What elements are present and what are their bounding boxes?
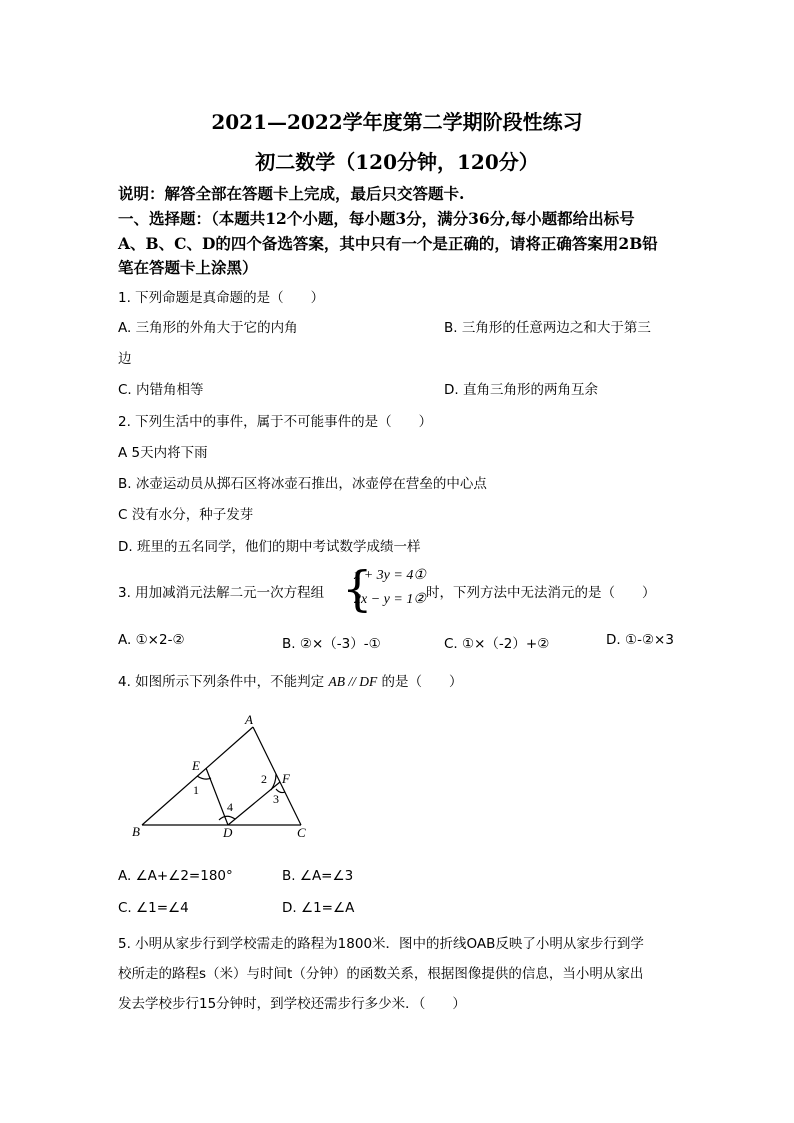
- q1-option-b: B. 三角形的任意两边之和大于第三: [444, 320, 651, 336]
- label-angle-2: 2: [261, 772, 267, 786]
- q1-option-c: C. 内错角相等: [118, 382, 204, 398]
- q2-stem: 2. 下列生活中的事件，属于不可能事件的是（ ）: [118, 414, 433, 430]
- q1-stem: 1. 下列命题是真命题的是（ ）: [118, 290, 325, 306]
- page-title: 2021—2022学年度第二学期阶段性练习: [211, 110, 583, 134]
- label-angle-4: 4: [227, 800, 233, 814]
- triangle-figure: [125, 710, 325, 842]
- label-e: E: [192, 758, 200, 773]
- q2-option-c: C 没有水分，种子发芽: [118, 507, 254, 523]
- label-b: B: [132, 824, 140, 839]
- q2-option-a: A 5天内将下雨: [118, 445, 208, 461]
- label-d: D: [223, 825, 233, 840]
- page-subtitle: 初二数学（120分钟，120分）: [255, 150, 539, 174]
- label-f: F: [282, 771, 290, 786]
- q3-option-b: B. ②×（-3）-①: [282, 636, 381, 652]
- label-angle-1: 1: [193, 783, 199, 797]
- q1-option-a: A. 三角形的外角大于它的内角: [118, 320, 298, 336]
- section-heading-line1: 一、选择题：（本题共12个小题，每小题3分，满分36分,每小题都给出标号: [118, 209, 635, 228]
- q5-line2: 校所走的路程s（米）与时间t（分钟）的函数关系，根据图像提供的信息，当小明从家出: [118, 966, 644, 982]
- equation-1: x + 3y = 4①: [354, 568, 426, 583]
- label-c: C: [297, 825, 306, 840]
- q3-option-d: D. ①-②×3: [606, 632, 674, 648]
- section-heading-line2: A、B、C、D的四个备选答案，其中只有一个是正确的，请将正确答案用2B铅: [118, 234, 658, 253]
- section-heading-line3: 笔在答题卡上涂黑）: [118, 258, 258, 277]
- q2-option-b: B. 冰壶运动员从掷石区将冰壶石推出，冰壶停在营垒的中心点: [118, 476, 487, 492]
- q1-option-b-wrap: 边: [118, 351, 132, 367]
- q3-option-a: A. ①×2-②: [118, 632, 185, 648]
- equation-2: 2x − y = 1②: [354, 592, 426, 607]
- q4-stem-pre: 4. 如图所示下列条件中，不能判定: [118, 674, 325, 690]
- angle-arc-4: [219, 816, 235, 820]
- q3-stem-post: 时，下列方法中无法消元的是（ ）: [426, 585, 656, 601]
- q1-option-d: D. 直角三角形的两角互余: [444, 382, 598, 398]
- q3-option-c: C. ①×（-2）+②: [444, 636, 550, 652]
- q4-stem-math: AB // DF: [328, 674, 378, 689]
- q2-option-d: D. 班里的五名同学，他们的期中考试数学成绩一样: [118, 539, 421, 555]
- brace-symbol: {: [342, 561, 373, 617]
- q4-option-b: B. ∠A=∠3: [282, 868, 354, 884]
- q4-option-a: A. ∠A+∠2=180°: [118, 868, 233, 884]
- q4-stem: [118, 670, 463, 690]
- q5-line1: 5. 小明从家步行到学校需走的路程为1800米．图中的折线OAB反映了小明从家步行到学: [118, 936, 644, 952]
- label-a: A: [245, 712, 253, 727]
- q4-option-d: D. ∠1=∠A: [282, 900, 355, 916]
- label-angle-3: 3: [273, 792, 279, 806]
- q5-line3: 发去学校步行15分钟时，到学校还需步行多少米．（ ）: [118, 996, 466, 1012]
- instruction-note: 说明：解答全部在答题卡上完成，最后只交答题卡.: [118, 184, 465, 203]
- q4-stem-post: 的是（ ）: [381, 674, 463, 690]
- q4-option-c: C. ∠1=∠4: [118, 900, 189, 916]
- q3-stem-pre: 3. 用加减消元法解二元一次方程组: [118, 585, 325, 601]
